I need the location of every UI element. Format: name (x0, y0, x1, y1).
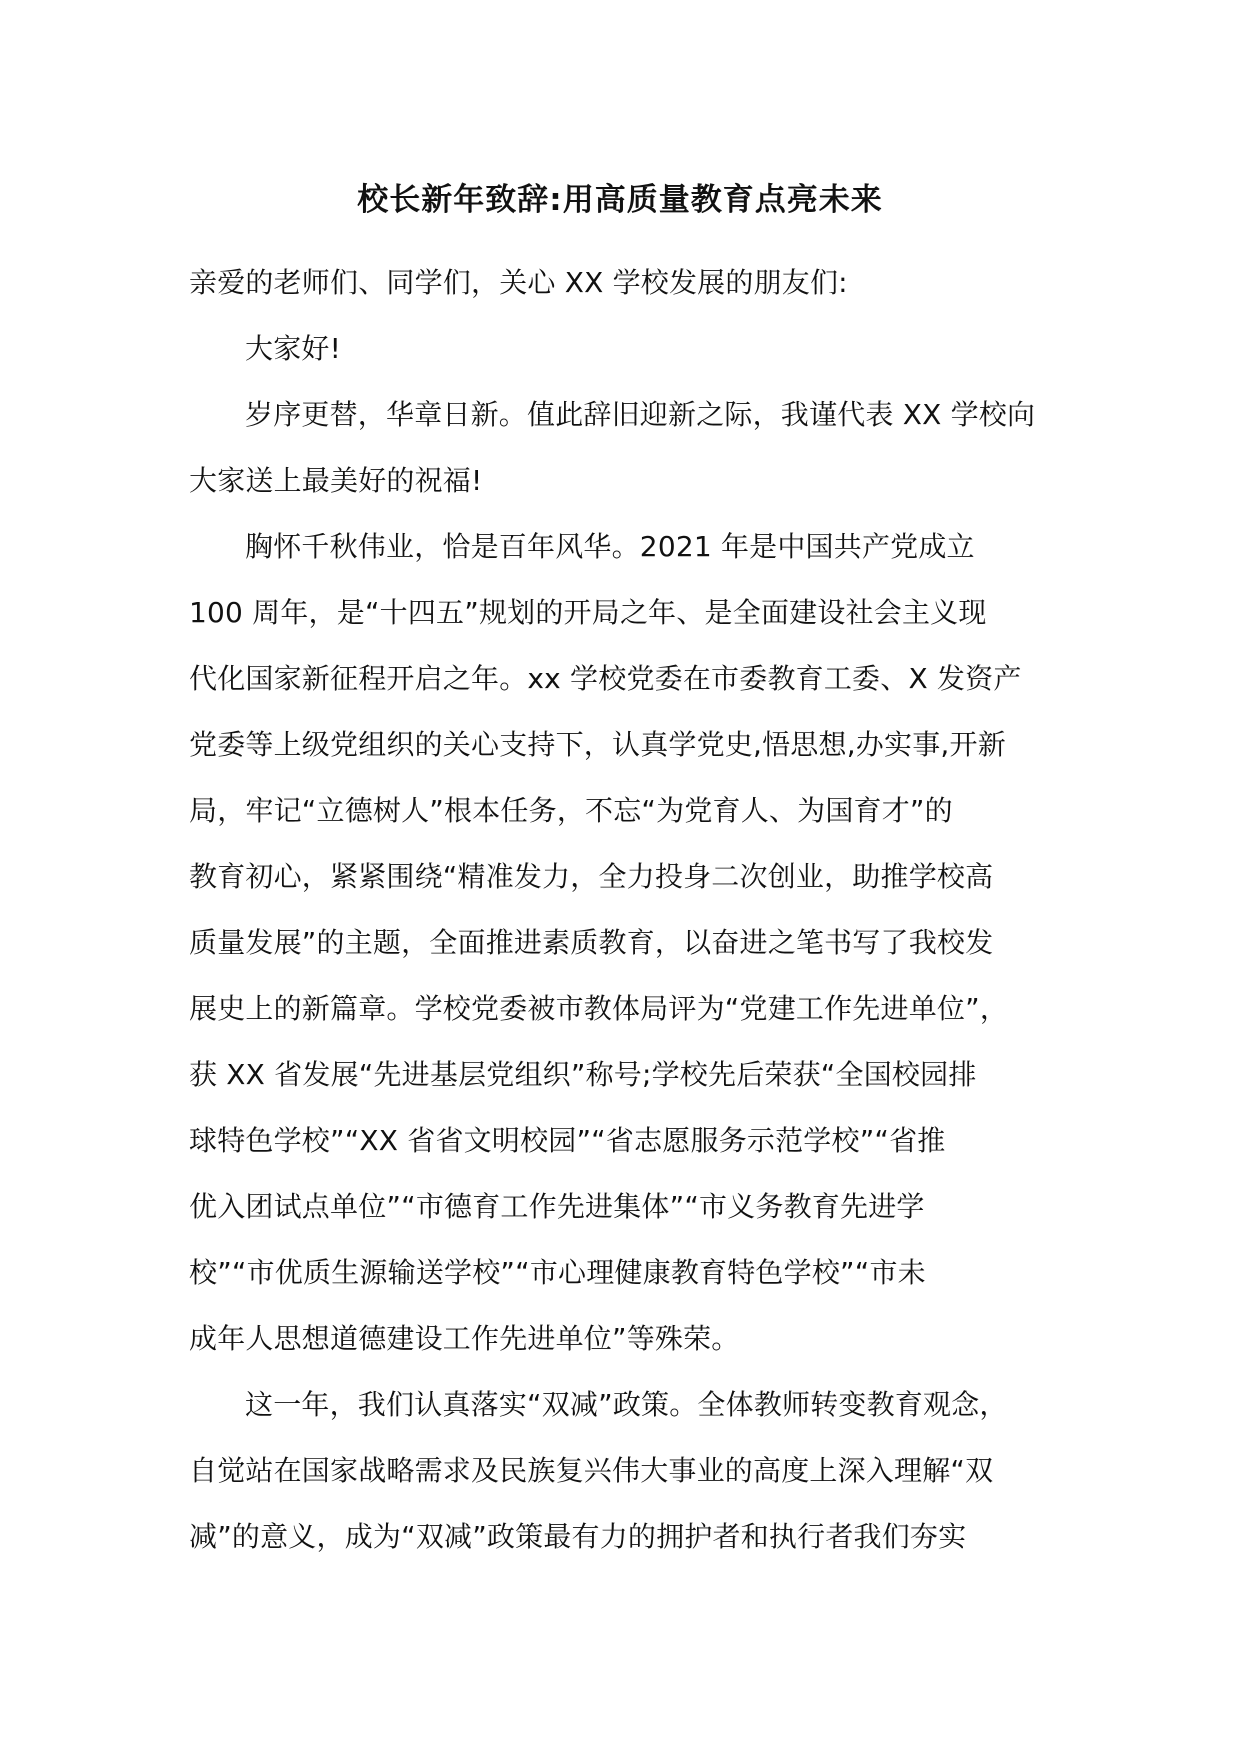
paragraph-line: 球特色学校”“XX 省省文明校园”“省志愿服务示范学校”“省推 (189, 1124, 946, 1157)
paragraph-line: 这一年，我们认真落实“双减”政策。全体教师转变教育观念， (245, 1388, 1008, 1421)
paragraph-line: 岁序更替，华章日新。值此辞旧迎新之际，我谨代表 XX 学校向 (245, 398, 1036, 431)
paragraph-line: 胸怀千秋伟业，恰是百年风华。2021 年是中国共产党成立 (245, 530, 975, 563)
paragraph-line: 获 XX 省发展“先进基层党组织”称号;学校先后荣获“全国校园排 (189, 1058, 977, 1091)
paragraph-line: 展史上的新篇章。学校党委被市教体局评为“党建工作先进单位”， (189, 992, 1009, 1025)
paragraph-line: 100 周年，是“十四五”规划的开局之年、是全面建设社会主义现 (189, 596, 987, 629)
paragraph-line: 教育初心，紧紧围绕“精准发力，全力投身二次创业，助推学校高 (189, 860, 994, 893)
paragraph-line: 局，牢记“立德树人”根本任务，不忘“为党育人、为国育才”的 (189, 794, 953, 827)
greeting-line: 大家好! (245, 332, 342, 365)
paragraph-line: 大家送上最美好的祝福! (189, 464, 483, 497)
paragraph-line: 自觉站在国家战略需求及民族复兴伟大事业的高度上深入理解“双 (189, 1454, 994, 1487)
paragraph-line: 质量发展”的主题，全面推进素质教育，以奋进之笔书写了我校发 (189, 926, 994, 959)
paragraph-line: 优入团试点单位”“市德育工作先进集体”“市义务教育先进学 (189, 1190, 925, 1223)
document-title: 校长新年致辞:用高质量教育点亮未来 (357, 182, 883, 218)
paragraph-line: 减”的意义，成为“双减”政策最有力的拥护者和执行者我们夯实 (189, 1520, 967, 1553)
salutation-line: 亲爱的老师们、同学们，关心 XX 学校发展的朋友们: (189, 266, 848, 299)
document-body (189, 250, 1069, 1570)
paragraph-line: 校”“市优质生源输送学校”“市心理健康教育特色学校”“市未 (189, 1256, 926, 1289)
paragraph-line: 代化国家新征程开启之年。xx 学校党委在市委教育工委、X 发资产 (189, 662, 1022, 695)
paragraph-line: 成年人思想道德建设工作先进单位”等殊荣。 (189, 1322, 740, 1355)
paragraph-line: 党委等上级党组织的关心支持下，认真学党史,悟思想,办实事,开新 (189, 728, 1006, 761)
